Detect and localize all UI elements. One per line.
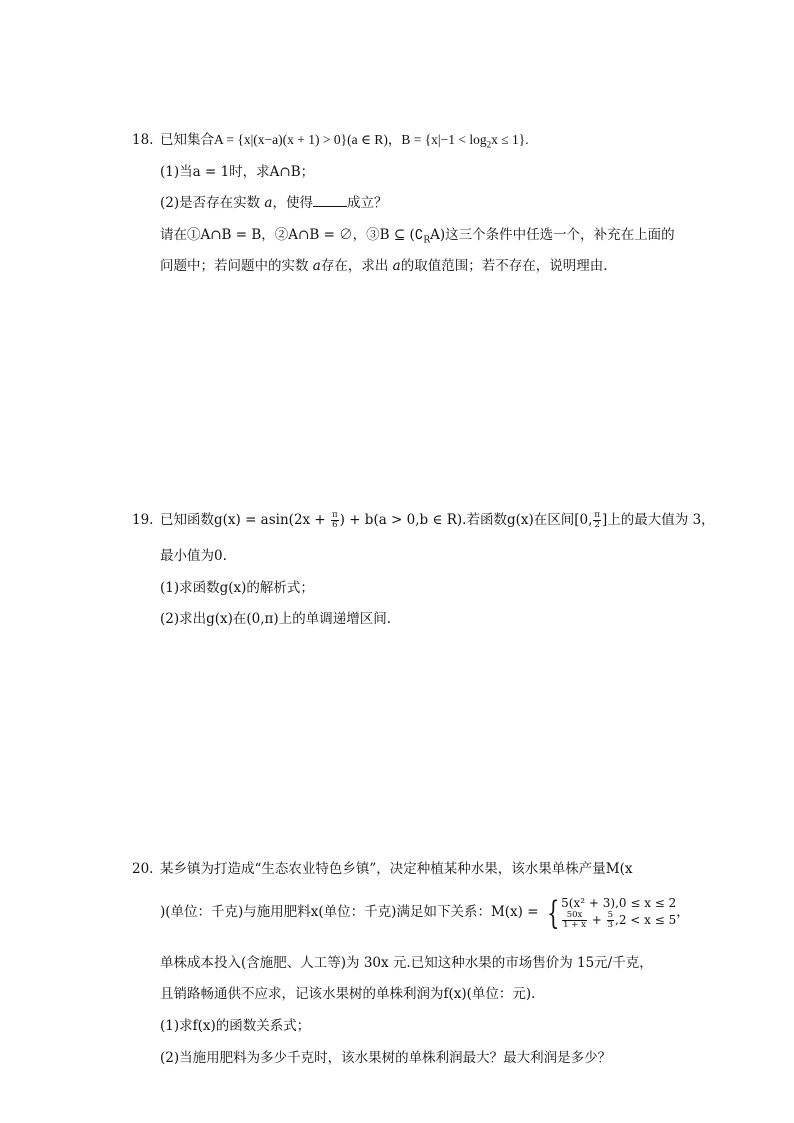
conditions-line-2: 问题中；若问题中的实数 a存在，求出 a的取值范围；若不存在，说明理由. (160, 258, 608, 274)
question-stem: 已知函数g(x) = asin(2x + $\frac{\pi}{6}$ ) + b(a > 0,b ∈ R).若函数g(x)在区间[0, $\frac{\pi}{2}$ ]上的最大值为 3， (160, 510, 715, 530)
part-1: (1)求f(x)的函数关系式； (160, 1018, 311, 1034)
question-stem-line-2: )(单位：千克)与施用肥料x(单位：千克)满足如下关系：M(x) = { 5(x² + 3),0 ≤ x ≤ 2 $\frac{50x}{1 + x}$ + $\frac{5}{3}$ ,2 < x ≤ 5 ， (160, 893, 690, 932)
fraction: $\frac{\pi}{2}$ (594, 510, 601, 530)
question-number: 20. (132, 861, 154, 877)
part-2: (2)求出g(x)在(0,π)上的单调递增区间. (160, 611, 391, 627)
part-1: (1)求函数g(x)的解析式； (160, 580, 314, 596)
question-stem-line-4: 且销路畅通供不应求，记该水果树的单株利润为f(x)(单位：元). (160, 986, 536, 1002)
question-number: 18. (132, 132, 154, 148)
part-1: (1)当a = 1时，求A∩B； (160, 164, 315, 180)
piecewise-brace: { (546, 893, 560, 932)
question-stem: 某乡镇为打造成“生态农业特色乡镇”，决定种植某种水果，该水果单株产量M(x (160, 861, 633, 877)
question-stem: 已知集合A = {x|(x−a)(x + 1) > 0}(a ∈ R)，$B = \{x|-1 < \log_2x \le 1\}$. (160, 132, 529, 150)
part-2: (2)是否存在实数 a，使得 成立？ (160, 195, 388, 211)
question-number: 19. (132, 512, 154, 528)
fraction: $\frac{\pi}{6}$ (332, 510, 338, 530)
piecewise-cases: 5(x² + 3),0 ≤ x ≤ 2 $\frac{50x}{1 + x}$ + $\frac{5}{3}$ ,2 < x ≤ 5 (561, 896, 677, 930)
conditions-line-1: 请在①A∩B = B，②A∩B = ∅，③B ⊆ $(∁_RA)$这三个条件中任选一个，补充在上面的 (160, 227, 675, 246)
question-stem-line-2: 最小值为0. (160, 548, 227, 564)
question-stem-line-3: 单株成本投入(含施肥、人工等)为 30x 元.已知这种水果的市场售价为 15元/千克， (160, 955, 653, 971)
fill-in-blank (313, 194, 347, 207)
part-2: (2)当施用肥料为多少千克时，该水果树的单株利润最大？最大利润是多少？ (160, 1050, 612, 1066)
